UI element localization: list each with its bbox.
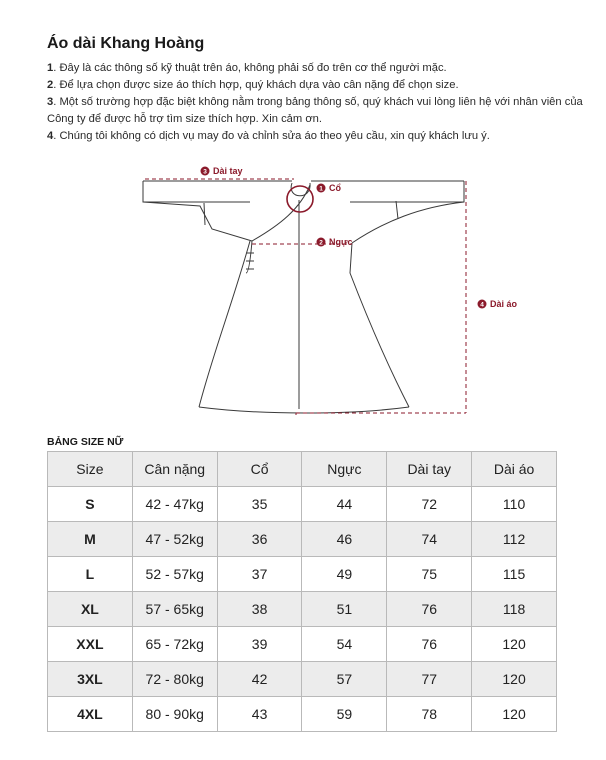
table-row xyxy=(48,662,557,697)
garment-outline xyxy=(143,181,464,413)
size-cell: L xyxy=(48,557,133,592)
note-item: 2. Để lựa chọn được size áo thích hợp, quý khách dựa vào cân nặng để chọn size. xyxy=(47,79,459,91)
header-length: Dài áo xyxy=(472,452,557,487)
neck-cell: 43 xyxy=(217,697,302,732)
table-row xyxy=(48,592,557,627)
size-cell: S xyxy=(48,487,133,522)
header-weight: Cân nặng xyxy=(132,452,217,487)
length-cell: 120 xyxy=(472,627,557,662)
svg-text:Dài tay: Dài tay xyxy=(213,166,243,176)
table-row xyxy=(48,487,557,522)
sleeve-cell: 78 xyxy=(387,697,472,732)
svg-text:Cổ: Cổ xyxy=(329,183,341,193)
svg-text:Dài áo: Dài áo xyxy=(490,299,518,309)
header-size: Size xyxy=(48,452,133,487)
size-table xyxy=(47,451,557,732)
table-row xyxy=(48,522,557,557)
neck-cell: 35 xyxy=(217,487,302,522)
chest-cell: 54 xyxy=(302,627,387,662)
sleeve-cell: 76 xyxy=(387,627,472,662)
neck-cell: 36 xyxy=(217,522,302,557)
weight-cell: 72 - 80kg xyxy=(132,662,217,697)
note-item: 1. Đây là các thông số kỹ thuật trên áo, không phải số đo trên cơ thể người mặc. xyxy=(47,62,447,74)
sleeve-cell: 76 xyxy=(387,592,472,627)
note-item: 4. Chúng tôi không có dịch vụ may đo và chỉnh sửa áo theo yêu cầu, xin quý khách lưu ý. xyxy=(47,130,490,142)
page-title: Áo dài Khang Hoàng xyxy=(47,35,205,52)
header-sleeve: Dài tay xyxy=(387,452,472,487)
label-dai-tay xyxy=(201,166,243,176)
label-co xyxy=(317,183,342,193)
length-cell: 112 xyxy=(472,522,557,557)
size-table-caption: BẢNG SIZE NỮ xyxy=(47,436,124,448)
length-cell: 115 xyxy=(472,557,557,592)
weight-cell: 42 - 47kg xyxy=(132,487,217,522)
length-cell: 118 xyxy=(472,592,557,627)
chest-cell: 59 xyxy=(302,697,387,732)
chest-cell: 46 xyxy=(302,522,387,557)
notes-list xyxy=(47,60,587,145)
chest-cell: 44 xyxy=(302,487,387,522)
size-cell: 3XL xyxy=(48,662,133,697)
svg-text:3: 3 xyxy=(203,168,207,176)
size-cell: M xyxy=(48,522,133,557)
size-cell: XXL xyxy=(48,627,133,662)
length-cell: 120 xyxy=(472,697,557,732)
chest-cell: 49 xyxy=(302,557,387,592)
sleeve-cell: 72 xyxy=(387,487,472,522)
svg-text:Ngực: Ngực xyxy=(329,237,353,247)
chest-cell: 51 xyxy=(302,592,387,627)
size-cell: XL xyxy=(48,592,133,627)
label-dai-ao xyxy=(478,299,518,309)
size-cell: 4XL xyxy=(48,697,133,732)
table-header-row xyxy=(48,452,557,487)
ao-dai-diagram xyxy=(0,155,606,420)
neck-cell: 42 xyxy=(217,662,302,697)
neck-cell: 38 xyxy=(217,592,302,627)
neck-cell: 37 xyxy=(217,557,302,592)
weight-cell: 57 - 65kg xyxy=(132,592,217,627)
chest-cell: 57 xyxy=(302,662,387,697)
sleeve-cell: 77 xyxy=(387,662,472,697)
length-cell: 110 xyxy=(472,487,557,522)
note-item: 3. Một số trường hợp đặc biệt không nằm trong bảng thông số, quý khách vui lòng liên hệ với nhân viên của Công ty để được hỗ trợ tìm size thích hợp. Xin cảm ơn. xyxy=(47,96,583,125)
weight-cell: 65 - 72kg xyxy=(132,627,217,662)
svg-text:2: 2 xyxy=(319,239,323,247)
header-chest: Ngực xyxy=(302,452,387,487)
header-neck: Cổ xyxy=(217,452,302,487)
table-row xyxy=(48,627,557,662)
measurement-lines xyxy=(145,179,466,415)
weight-cell: 80 - 90kg xyxy=(132,697,217,732)
weight-cell: 52 - 57kg xyxy=(132,557,217,592)
length-cell: 120 xyxy=(472,662,557,697)
neck-cell: 39 xyxy=(217,627,302,662)
svg-text:4: 4 xyxy=(480,301,484,309)
sleeve-cell: 74 xyxy=(387,522,472,557)
table-row xyxy=(48,697,557,732)
weight-cell: 47 - 52kg xyxy=(132,522,217,557)
table-row xyxy=(48,557,557,592)
svg-text:1: 1 xyxy=(319,185,323,193)
sleeve-cell: 75 xyxy=(387,557,472,592)
label-nguc xyxy=(317,237,353,247)
